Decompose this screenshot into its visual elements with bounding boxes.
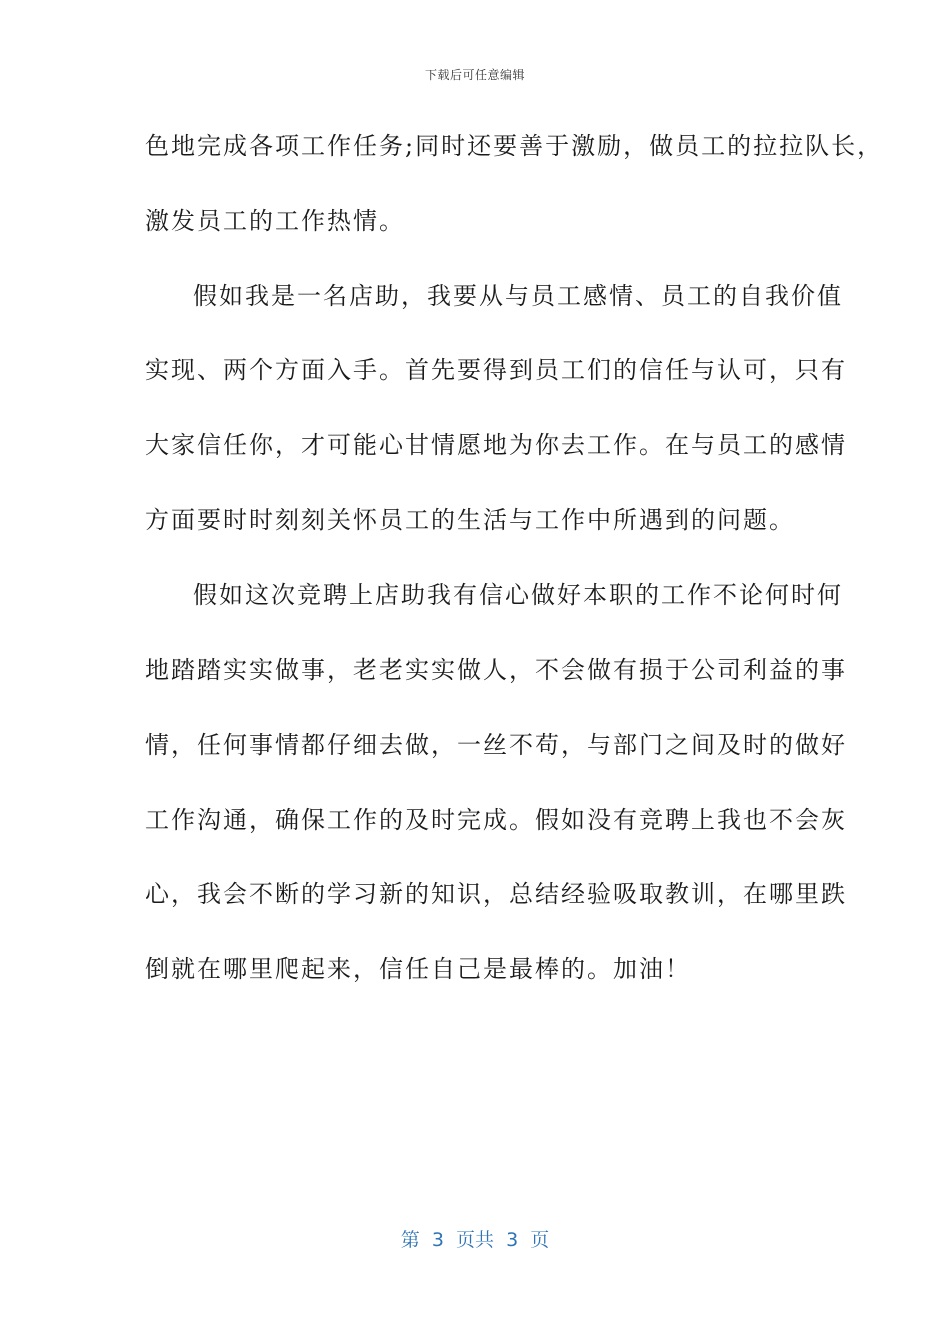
page-header: 下载后可任意编辑 [424, 68, 525, 82]
page-number-footer: 第 3 页共 3 页 [400, 1229, 550, 1251]
body-line: 实现、两个方面入手。首先要得到员工们的信任与认可，只有 [145, 356, 847, 384]
body-line: 激发员工的工作热情。 [145, 207, 405, 235]
body-line: 地踏踏实实做事，老老实实做人，不会做有损于公司利益的事 [145, 656, 847, 684]
body-line: 倒就在哪里爬起来，信任自己是最棒的。加油！ [145, 955, 691, 983]
body-line: 心，我会不断的学习新的知识，总结经验吸取教训，在哪里跌 [145, 880, 847, 908]
body-line: 情，任何事情都仔细去做，一丝不苟，与部门之间及时的做好 [145, 731, 847, 759]
body-line: 色地完成各项工作任务;同时还要善于激励，做员工的拉拉队长， [145, 132, 884, 160]
body-line: 工作沟通，确保工作的及时完成。假如没有竞聘上我也不会灰 [145, 806, 847, 834]
body-line: 大家信任你，才可能心甘情愿地为你去工作。在与员工的感情 [145, 431, 847, 459]
paragraph-first-line: 假如这次竞聘上店助我有信心做好本职的工作不论何时何 [193, 581, 843, 609]
body-line: 方面要时时刻刻关怀员工的生活与工作中所遇到的问题。 [145, 506, 795, 534]
paragraph-first-line: 假如我是一名店助，我要从与员工感情、员工的自我价值 [193, 282, 843, 310]
